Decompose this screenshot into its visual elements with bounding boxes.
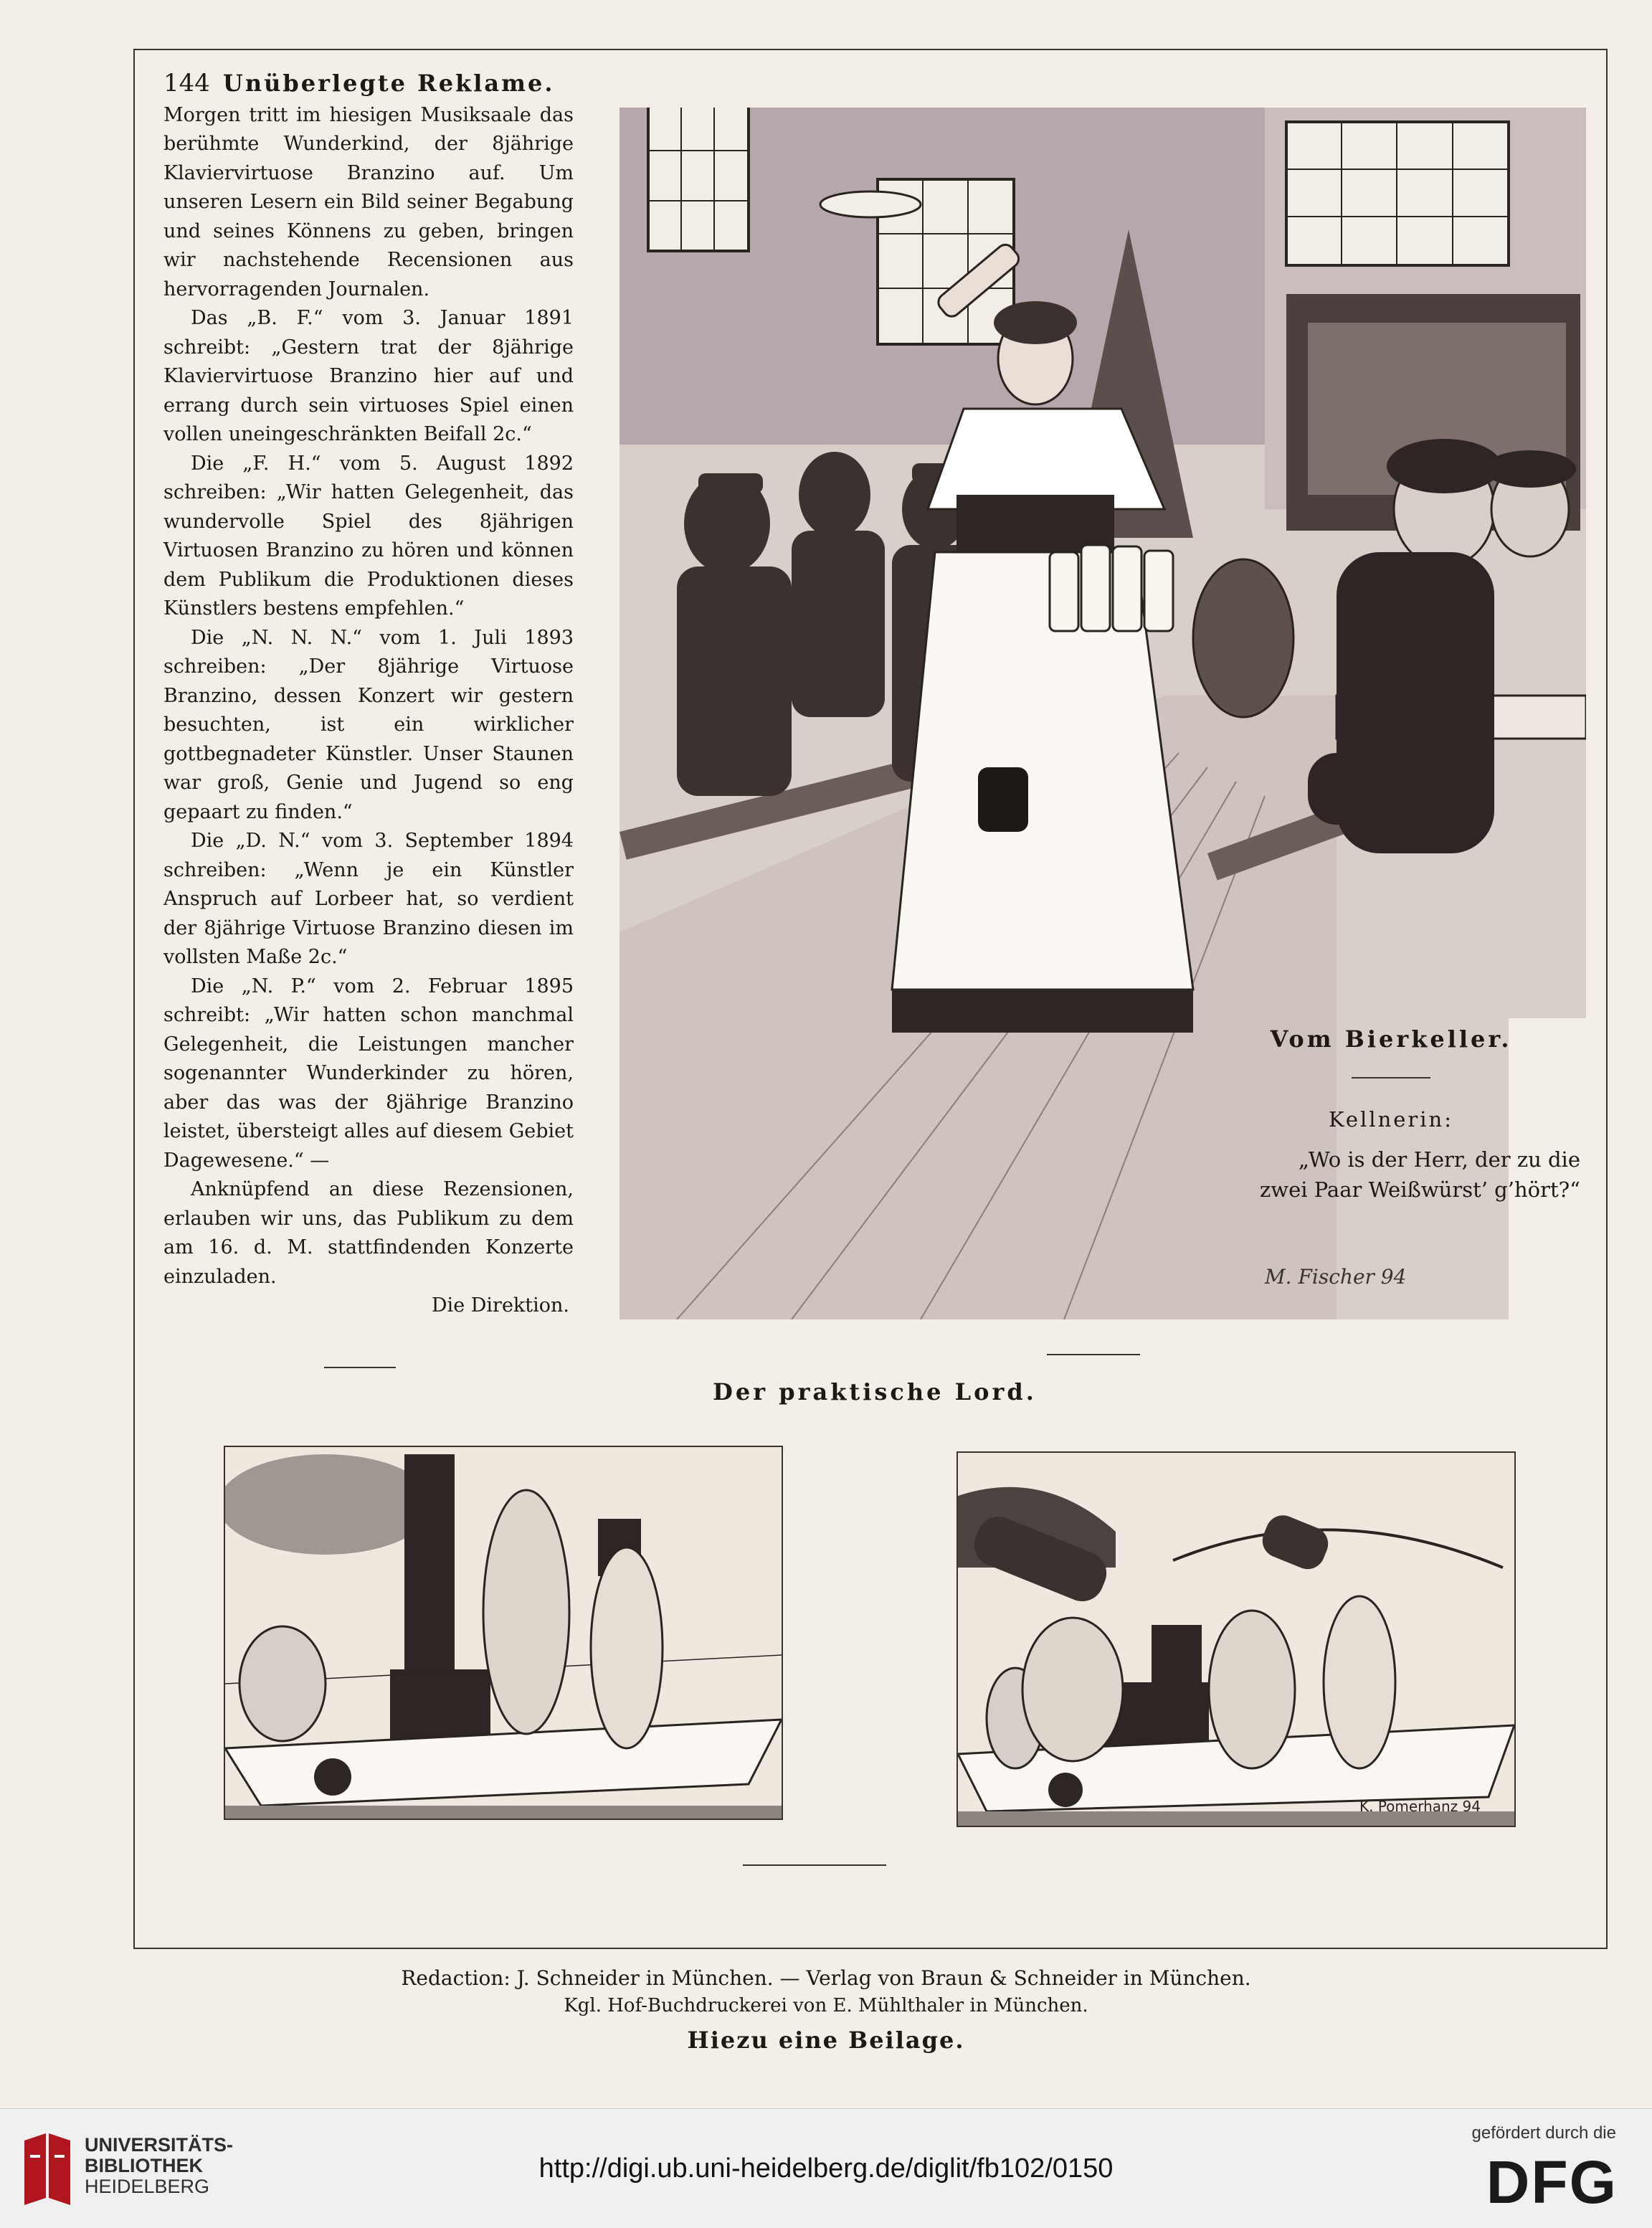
caption-ornament bbox=[1352, 1077, 1430, 1079]
article-paragraph: Die „N. N. N.“ vom 1. Juli 1893 schreiben: „Der 8jährige Virtuose Branzino, dessen Konzert wir gestern besuchten, ist ein wirklicher gottbegnadeter Künstler. Unser Staunen war groß, Genie und Jugend so eng gepaart zu finden.“ bbox=[163, 626, 574, 823]
separator-left bbox=[324, 1367, 396, 1368]
lord-panel-1 bbox=[224, 1446, 783, 1820]
quote-line-2: zwei Paar Weißwürst’ g’hört?“ bbox=[1259, 1177, 1580, 1202]
article-paragraph: Die „F. H.“ vom 5. August 1892 schreiben: „Wir hatten Gelegenheit, das wundervolle Spiel des 8jährigen Virtuosen Branzino zu hören und können dem Publikum die Produktionen dieses Künstlers bestens empfehlen.“ bbox=[163, 452, 574, 620]
dfg-logo: DFG bbox=[1486, 2148, 1618, 2216]
lord-artist-signature: K. Pomerhanz 94 bbox=[1359, 1798, 1481, 1815]
logo-line-2: BIBLIOTHEK bbox=[85, 2155, 203, 2176]
lord-panel-2-drawing bbox=[958, 1453, 1514, 1826]
funding-note: gefördert durch die bbox=[1471, 2123, 1616, 2143]
separator-right bbox=[1047, 1354, 1140, 1355]
logo-line-1: UNIVERSITÄTS- bbox=[85, 2134, 234, 2156]
logo-line-3: HEIDELBERG bbox=[85, 2176, 210, 2197]
article-paragraph: Das „B. F.“ vom 3. Januar 1891 schreibt: „Gestern trat der 8jährige Klaviervirtuose Branzino hier auf und errang durch sein virtuoses Spiel einen vollen uneingeschränkten Beifall 2c.“ bbox=[163, 307, 574, 445]
lord-cartoon-title: Der praktische Lord. bbox=[713, 1378, 1037, 1405]
article-paragraph: Die „D. N.“ vom 3. September 1894 schreiben: „Wenn je ein Künstler Anspruch auf Lorbeer hat, so verdient der 8jährige Virtuose Branzino diesen im vollsten Maße 2c.“ bbox=[163, 830, 574, 968]
separator-bottom bbox=[743, 1864, 886, 1866]
library-footer-bar bbox=[0, 2108, 1652, 2228]
quote-line-1: „Wo is der Herr, der zu die bbox=[1298, 1147, 1580, 1172]
page-number: 144 bbox=[163, 69, 210, 98]
article-paragraph: Morgen tritt im hiesigen Musiksaale das berühmte Wunderkind, der 8jährige Klaviervirtuose Branzino auf. Um unseren Lesern ein Bild seiner Begabung und seines Könnens zu geben, bringen wir nachstehende Recensionen aus hervorragenden Journalen. bbox=[163, 103, 574, 300]
beer-artist-signature: M. Fischer 94 bbox=[1265, 1265, 1407, 1289]
imprint-line-2: Kgl. Hof-Buchdruckerei von E. Mühlthaler in München. bbox=[564, 1995, 1088, 2016]
article-signature: Die Direktion. bbox=[431, 1294, 569, 1317]
article-column bbox=[163, 69, 574, 1321]
imprint-line-1: Redaction: J. Schneider in München. — Verlag von Braun & Schneider in München. bbox=[401, 1966, 1251, 1990]
article-header bbox=[163, 69, 574, 98]
article-paragraph: Anknüpfend an diese Rezensionen, erlauben wir uns, das Publikum zu dem am 16. d. M. stattfindenden Konzerte einzuladen. bbox=[163, 1178, 574, 1288]
imprint-line-3: Hiezu eine Beilage. bbox=[687, 2026, 965, 2054]
article-title: Unüberlegte Reklame. bbox=[222, 70, 555, 97]
lord-panel-2 bbox=[956, 1451, 1516, 1827]
speaker-label: Kellnerin: bbox=[1328, 1107, 1454, 1132]
article-paragraph: Die „N. P.“ vom 2. Februar 1895 schreibt: „Wir hatten schon manchmal Gelegenheit, die Leistungen mancher sogenannter Wunderkinder zu hören, aber das was der 8jährige Branzino leistet, übersteigt alles auf diesem Gebiet Dagewesene.“ — bbox=[163, 975, 574, 1172]
digital-library-url[interactable]: http://digi.ub.uni-heidelberg.de/diglit/fb102/0150 bbox=[538, 2153, 1114, 2184]
beer-cartoon-caption bbox=[1183, 1025, 1599, 1202]
beer-cartoon-title: Vom Bierkeller. bbox=[1270, 1025, 1512, 1053]
lord-panel-1-drawing bbox=[225, 1447, 782, 1819]
